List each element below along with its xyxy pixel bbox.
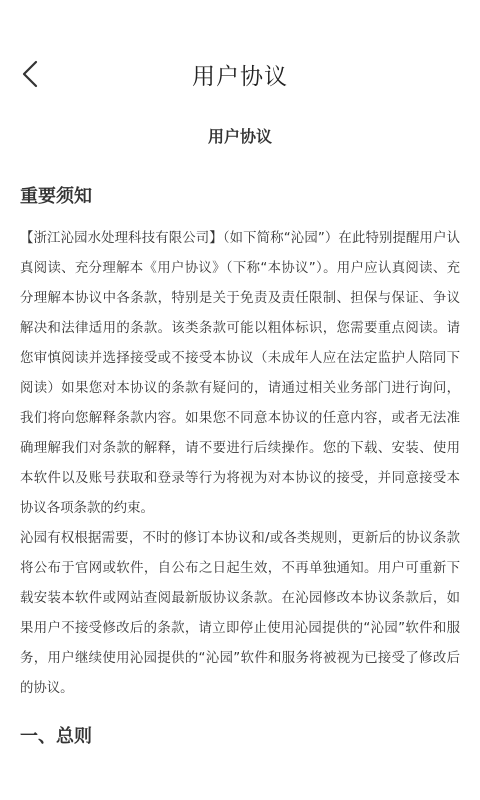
paragraph-revision-notice: 沁园有权根据需要，不时的修订本协议和/或各类规则，更新后的协议条款将公布于官网或软件，自公布之日起生效，不再单独通知。用户可重新下载安装本软件或网站查阅最新版协议条款。在沁园修改本协议条款后，如果用户不接受修改后的条款，请立即停止使用沁园提供的“沁园”软件和服务，用户继续使用沁园提供的“沁园”软件和服务将被视为已接受了修改后的协议。 [20, 531, 460, 696]
paragraph-important-notice: 【浙江沁园水处理科技有限公司】（如下简称“沁园”）在此特别提醒用户认真阅读、充分理解本《用户协议》（下称“本协议”）。用户应认真阅读、充分理解本协议中各条款，特别是关于免责及责任限制、担保与保证、争议解决和法律适用的条款。该类条款可能以粗体标识，您需要重点阅读。请您审慎阅读并选择接受或不接受本协议（未成年人应在法定监护人陪同下阅读）如果您对本协议的条款有疑问的，请通过相关业务部门进行询问，我们将向您解释条款内容。如果您不同意本协议的任意内容，或者无法准确理解我们对条款的解释，请不要进行后续操作。您的下载、安装、使用本软件以及账号获取和登录等行为将视为对本协议的接受，并同意接受本协议各项条款的约束。 [20, 231, 460, 516]
nav-header [0, 0, 480, 148]
section-heading-important: 重要须知 [20, 186, 92, 207]
section-heading-general: 一、总则 [20, 726, 92, 747]
document-title: 用户协议 [207, 127, 272, 146]
page-title: 用户协议 [192, 64, 288, 90]
agreement-content[interactable] [0, 178, 480, 756]
